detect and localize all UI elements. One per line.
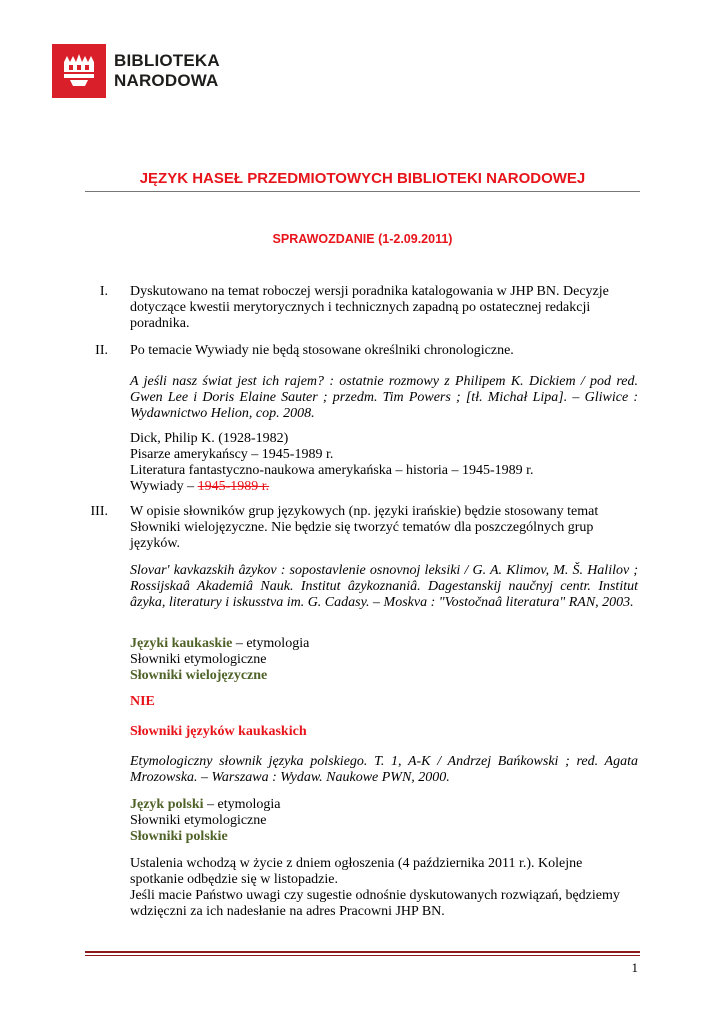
- subject-heading: Dick, Philip K. (1928-1982): [130, 431, 289, 446]
- subject-heading: Słowniki etymologiczne: [130, 652, 267, 667]
- section-2-headings: [130, 431, 638, 495]
- heading-main: Języki kaukaskie: [130, 636, 233, 651]
- heading-prefix: Wywiady –: [130, 479, 198, 494]
- heading-subdivision: – etymologia: [203, 797, 281, 812]
- heading-subdivision: – etymologia: [232, 636, 310, 651]
- subject-heading: Słowniki polskie: [130, 829, 228, 844]
- subject-heading: Słowniki etymologiczne: [130, 813, 267, 828]
- logo-line-2: NARODOWA: [114, 71, 219, 90]
- section-2-text: Po temacie Wywiady nie będą stosowane określniki chronologiczne.: [130, 343, 514, 358]
- closing-paragraph-2: Jeśli macie Państwo uwagi czy sugestie odnośnie dyskutowanych rozwiązań, będziemy wdzięczni za ich nadesłanie na adres Pracowni JHP BN.: [130, 888, 620, 919]
- section-2-number: II.: [95, 343, 108, 358]
- section-1-number: I.: [99, 284, 108, 299]
- section-2-example: A jeśli nasz świat jest ich rajem? : ostatnie rozmowy z Philipem K. Dickiem / pod red. Gwen Lee i Doris Elaine Sauter ; przedm. Tim Powers ; [tł. Michał Lipa]. – Gliwice : Wydawnictwo Helion, cop. 2008.: [130, 374, 638, 421]
- footer-divider-thin: [85, 955, 640, 956]
- nie-label: NIE: [130, 694, 155, 709]
- subject-heading: [130, 636, 638, 652]
- footer-divider: [85, 951, 640, 953]
- section-3-example-2: Etymologiczny słownik języka polskiego. T. 1, A-K / Andrzej Bańkowski ; red. Agata Mrozowska. – Warszawa : Wydaw. Naukowe PWN, 2000.: [130, 754, 638, 785]
- library-logo-text: [114, 51, 220, 91]
- heading-main: Język polski: [130, 797, 204, 812]
- section-3-example-1: Slovar' kavkazskih âzykov : sopostavlenie osnovnoj leksiki / G. A. Klimov, M. Š. Halilov ; Rossijskaâ Akademiâ Nauk. Institut âzykoznaniâ. Dagestanskij naučnyj centr. Institut âzyka, literatury i iskusstva im. G. Cadasy. – Moskva : "Vostočnaâ literatura" RAN, 2003.: [130, 563, 638, 610]
- page-number: 1: [631, 960, 638, 975]
- subject-heading: [130, 479, 638, 495]
- subject-heading: Słowniki wielojęzyczne: [130, 668, 268, 683]
- struck-date-range: 1945-1989 r.: [197, 479, 270, 494]
- section-3-headings-1: [130, 636, 638, 684]
- subject-heading: [130, 797, 638, 813]
- section-3-text: W opisie słowników grup językowych (np. języki irańskie) będzie stosowany temat Słowniki wielojęzyczne. Nie będzie się tworzyć tematów dla poszczególnych grup języków.: [130, 504, 599, 551]
- subject-heading: Pisarze amerykańscy – 1945-1989 r.: [130, 447, 334, 462]
- section-1-text: Dyskutowano na temat roboczej wersji poradnika katalogowania w JHP BN. Decyzje dotyczące kwestii merytorycznych i technicznych zapadną po ostatecznej redakcji poradnika.: [130, 284, 609, 331]
- library-logo: [52, 44, 220, 98]
- section-3-headings-2: [130, 797, 638, 845]
- section-3-number: III.: [90, 504, 108, 519]
- rejected-heading: Słowniki języków kaukaskich: [130, 724, 307, 739]
- report-subtitle: SPRAWOZDANIE (1-2.09.2011): [272, 232, 453, 246]
- document-title: JĘZYK HASEŁ PRZEDMIOTOWYCH BIBLIOTEKI NARODOWEJ: [85, 170, 640, 192]
- closing-paragraph-1: Ustalenia wchodzą w życie z dniem ogłoszenia (4 października 2011 r.). Kolejne spotkanie odbędzie się w listopadzie.: [130, 856, 583, 887]
- subject-heading: Literatura fantastyczno-naukowa amerykańska – historia – 1945-1989 r.: [130, 463, 534, 478]
- logo-line-1: BIBLIOTEKA: [114, 51, 220, 70]
- crown-logo-icon: [52, 44, 106, 98]
